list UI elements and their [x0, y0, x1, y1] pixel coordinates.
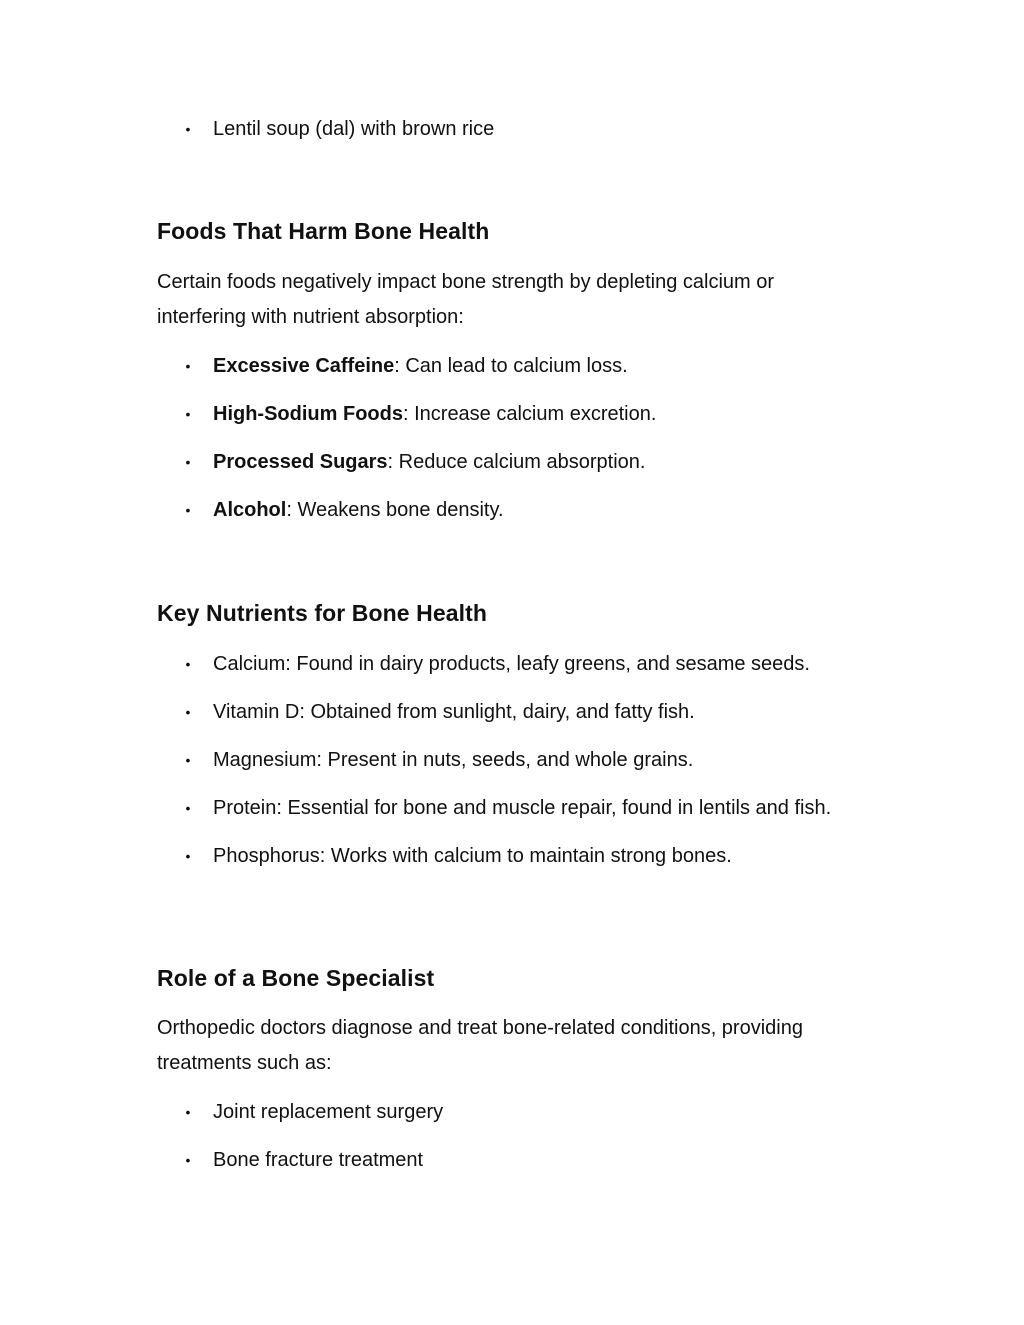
list-item-text: : Can lead to calcium loss.: [394, 355, 628, 377]
bullet: •: [185, 1104, 191, 1120]
nutrients-list: [0, 647, 853, 874]
section-heading-harm: Foods That Harm Bone Health: [157, 218, 490, 244]
harm-list: [0, 349, 853, 528]
bullet: •: [185, 502, 191, 518]
list-item: [0, 839, 853, 874]
list-item: [0, 112, 853, 147]
bullet: •: [185, 406, 191, 422]
list-item: [0, 349, 853, 384]
list-item-text: : Weakens bone density.: [286, 499, 504, 521]
list-item-text: Bone fracture treatment: [213, 1149, 424, 1171]
list-item-term: High-Sodium Foods: [213, 403, 403, 425]
specialist-list: [0, 1095, 853, 1178]
bullet: •: [185, 752, 191, 768]
section-heading-specialist: Role of a Bone Specialist: [157, 965, 435, 991]
list-item-text: Magnesium: Present in nuts, seeds, and whole grains.: [213, 749, 694, 771]
section-heading-nutrients: Key Nutrients for Bone Health: [157, 600, 488, 626]
bullet: •: [185, 656, 191, 672]
bullet: •: [185, 121, 191, 137]
list-item-text: : Increase calcium excretion.: [402, 403, 657, 425]
bullet: •: [185, 704, 191, 720]
list-item: [0, 493, 853, 528]
bullet: •: [185, 800, 191, 816]
section-paragraph-specialist: Orthopedic doctors diagnose and treat bone-related conditions, providing treatments such as:: [157, 1017, 803, 1074]
list-item: [0, 397, 853, 432]
list-item-text: Vitamin D: Obtained from sunlight, dairy, and fatty fish.: [213, 701, 695, 723]
list-item: [0, 647, 853, 682]
list-item-text: Lentil soup (dal) with brown rice: [213, 118, 495, 140]
list-item: [0, 445, 853, 480]
bullet: •: [185, 358, 191, 374]
list-item-text: Protein: Essential for bone and muscle repair, found in lentils and fish.: [213, 797, 832, 819]
list-item-text: Calcium: Found in dairy products, leafy greens, and sesame seeds.: [213, 653, 810, 675]
list-item-text: : Reduce calcium absorption.: [387, 451, 646, 473]
bullet: •: [185, 454, 191, 470]
list-item: [0, 1143, 853, 1178]
section-paragraph-harm: Certain foods negatively impact bone strength by depleting calcium or interfering with nutrient absorption:: [157, 271, 775, 328]
list-item-term: Alcohol: [213, 499, 287, 521]
list-item-text: Phosphorus: Works with calcium to maintain strong bones.: [213, 845, 732, 867]
bullet: •: [185, 848, 191, 864]
list-item-text: Joint replacement surgery: [213, 1101, 444, 1123]
list-item: [0, 743, 853, 778]
list-item: [0, 791, 853, 826]
bullet: •: [185, 1152, 191, 1168]
list-item-term: Processed Sugars: [213, 451, 388, 473]
list-item: [0, 695, 853, 730]
list-item: [0, 1095, 853, 1130]
intro-list: [0, 112, 853, 147]
list-item-term: Excessive Caffeine: [213, 355, 395, 377]
